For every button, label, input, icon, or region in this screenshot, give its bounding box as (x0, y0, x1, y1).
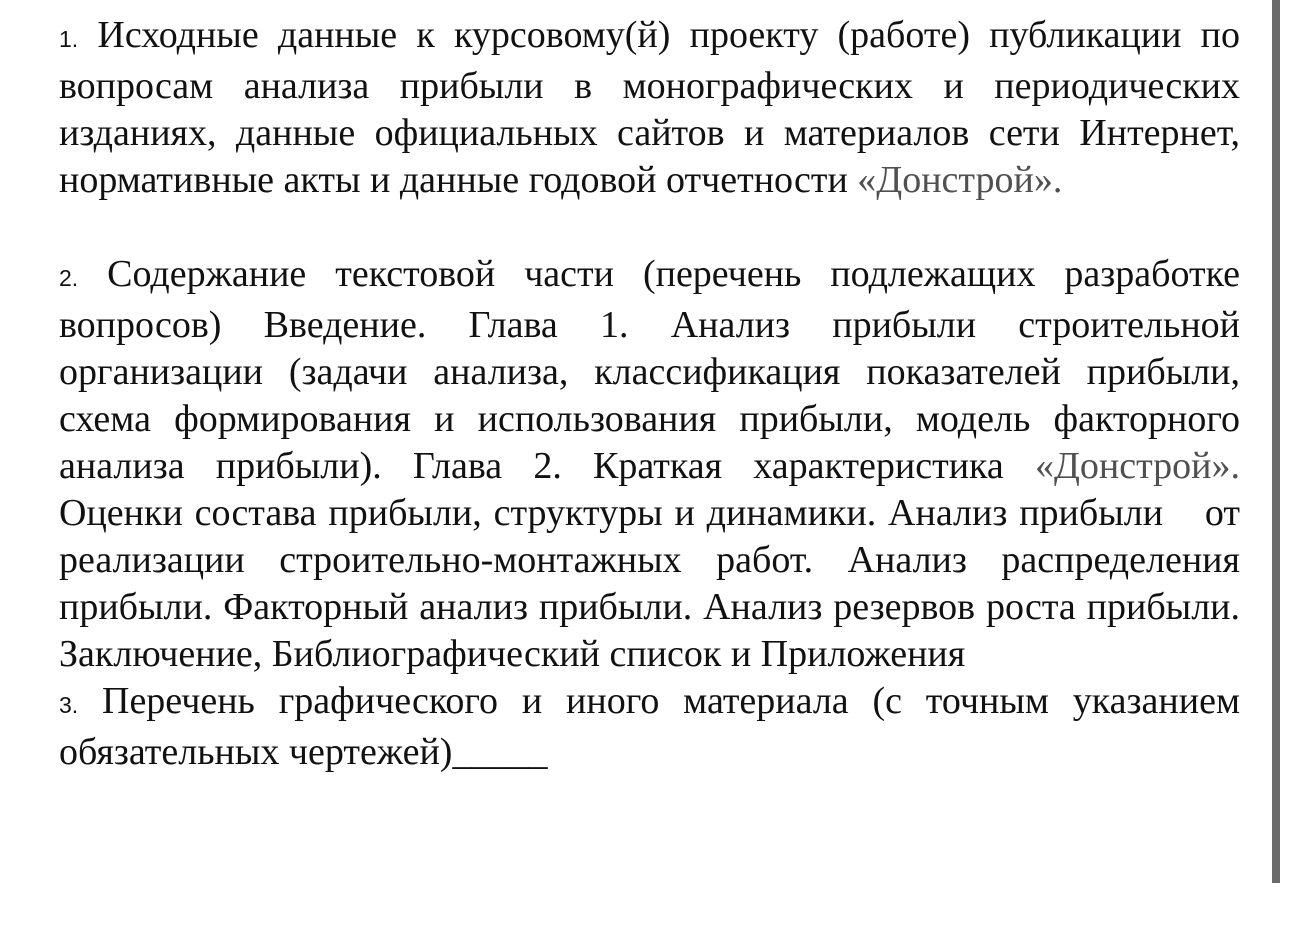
paragraph-2 (59, 251, 1240, 678)
item-number: 3. (59, 692, 79, 718)
document-page (59, 12, 1240, 776)
paragraph-text: Содержание текстовой части (перечень подлежащих разработке вопросов) Введение. Глава 1. Анализ прибыли строительной организации (задачи анализа, классификация показателей прибыли, схема формирования и использования прибыли, модель факторного анализа прибыли). Глава 2. Краткая характеристика (59, 253, 1240, 487)
paragraph-text-end: от реализации строительно-монтажных работ. Анализ распределения прибыли. Факторный анализ прибыли. Анализ резервов роста прибыли. Заключение, Библиографический список и Приложения (59, 492, 1240, 675)
item-number: 2. (59, 265, 79, 291)
item-number: 1. (59, 26, 79, 52)
scrollbar[interactable] (1272, 0, 1280, 883)
paragraph-text-middle: Оценки состава прибыли, структуры и динамики. Анализ прибыли (59, 492, 1164, 534)
paragraph-text: Исходные данные к курсовому(й) проекту (работе) публикации по вопросам анализа прибыли в монографических и периодических изданиях, данные официальных сайтов и материалов сети Интернет, нормативные акты и данные годовой отчетности (59, 14, 1240, 201)
paragraph-text: Перечень графического и иного материала (с точным указанием обязательных чертежей)_____ (59, 680, 1240, 773)
company-name: «Донстрой». (857, 159, 1063, 201)
company-name: «Донстрой». (1034, 445, 1240, 487)
paragraph-spacer (59, 204, 1240, 251)
paragraph-1 (59, 12, 1240, 204)
paragraph-3 (59, 678, 1240, 776)
